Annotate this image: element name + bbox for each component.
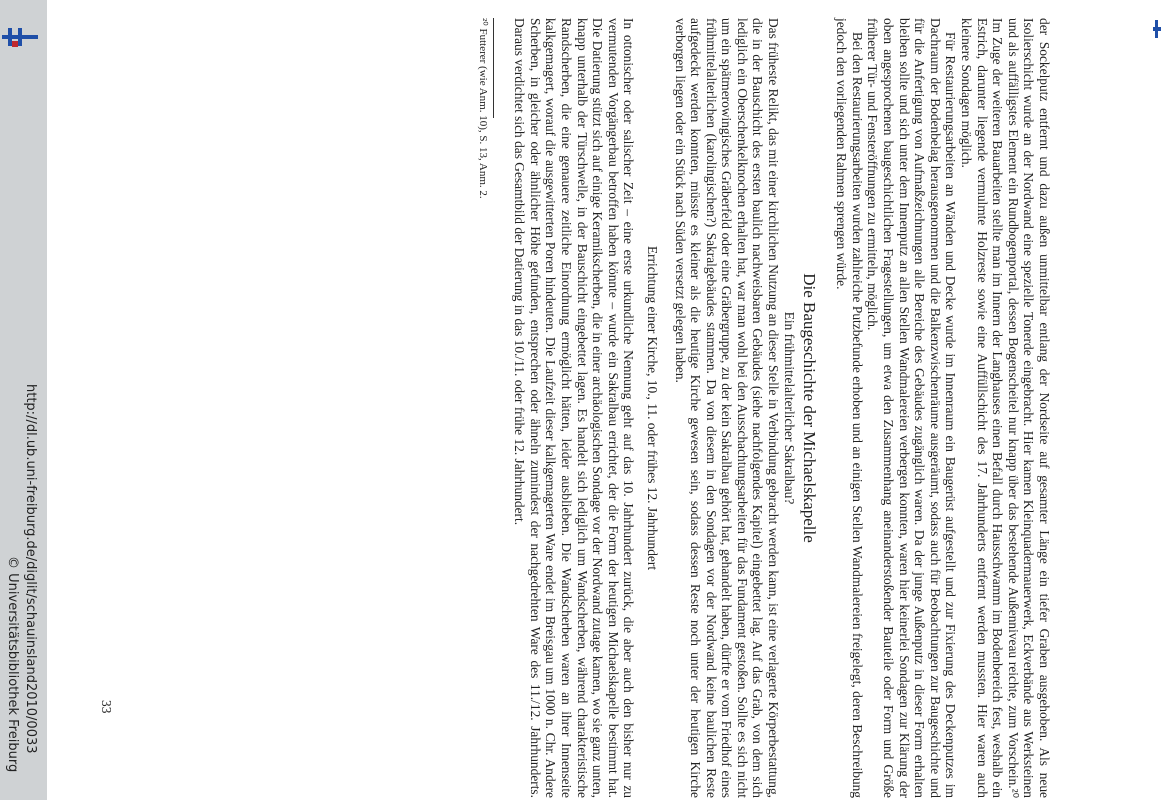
subsection-heading-2: Errichtung einer Kirche, 10., 11. oder frühes 12. Jahrhundert: [644, 245, 660, 571]
paragraph-4: Das früheste Relikt, das mit einer kirchlichen Nutzung an dieser Stelle in Verbindung gebracht werden kann, ist eine verlagerte Körperbestattung, die in der Bauschicht des ersten baulich nachweisbaren Gebäudes (siehe nachfolgendes Kapitel) eingebettet lag. Auf das Grab, von dem sich lediglich ein Oberschenkelknochen erhalten hat, war man wohl bei den Ausschachtungsarbeiten für das Fundament gestoßen. Sollte es sich nicht um ein spätmerowingisches Gräberfeld oder eine Gräbergruppe, zu der kein Sakralbau gehört hat, gehandelt haben, dürfte er vom Friedhof eines frühmittelalterlichen (karolingischen?) Sakralgebäudes stammen. Da von diesem in den Sondagen vor der Nordwand keine baulichen Reste aufgedeckt werden konnten, müsste es kleiner als die heutige Kirche gewesen sein, sodass dessen Reste noch unter der heutigen Kirche verborgen liegen oder ein Stück nach Süden versetzt gelegen haben.: [672, 18, 782, 798]
source-url[interactable]: http://dl.ub.uni-freiburg.de/diglit/schauinsland2010/0033: [23, 384, 38, 754]
footnote-divider: [493, 18, 494, 118]
page-number: 33: [99, 700, 114, 714]
subsection-heading-1: Ein frühmittelalterlicher Sakralbau?: [781, 311, 797, 505]
right-edge-mark-icon: [1151, 20, 1161, 38]
paragraph-3: Bei den Restaurierungsarbeiten wurden zahlreiche Putzbefunde erhoben und an einigen Stellen Wandmalereien freigelegt, deren Beschreibung jedoch den vorliegenden Rahmen sprengen würde.: [834, 18, 865, 798]
paragraph-5: In ottonischer oder salischer Zeit – eine erste urkundliche Nennung geht auf das 10. Jahrhundert zurück, die aber auch den bisher nur zu vermutenden Vorgängerbau betroffen haben könnte – wurde ein Sakralbau errichtet, der die Form der heutigen Michaelskapelle bestimmt hat. Die Datierung stützt sich auf einige Keramikscherben, die in einer archäologischen Sondage vor der Nordwand zutage kamen, wo sie ganz unten, knapp unterhalb der Türschwelle, in der Bauschicht eingebettet lagen. Es handelt sich lediglich um Wandscherben, während charakteristische Randscherben, die eine genauere zeitliche Einordnung ermöglicht hätten, leider ausblieben. Die Wandscherben waren an ihrer Innenseite kalkgemagert, worauf die ausgewitterten Poren hindeuten. Die Laufzeit dieser kalkgemagerten Ware endet im Breisgau um 1000 n. Chr. Andere Scherben, in gleicher oder ähnlicher Höhe gefunden, entsprechen oder ähneln zumindest der nachgedrehten Ware des 11./12. Jahrhunderts. Daraus verdichtet sich das Gesamtbild der Datierung in das 10./11. oder frühe 12. Jahrhundert.: [512, 18, 637, 798]
library-logo-icon: [0, 26, 40, 48]
section-heading: Die Baugeschichte der Michaelskapelle: [799, 273, 819, 543]
paragraph-1: der Sockelputz entfernt und dazu außen unmittelbar entlang der Nordseite auf gesamter Länge ein tiefer Graben ausgehoben. Als neue Isolierschicht wurde an der Nordwand eine spezielle Tonerde eingebracht. Hier kamen Kleinquadermauerwerk, Eckverbände aus Werksteinen und als auffälligstes Element ein Rundbogenportal, dessen Bogenscheitel nur knapp über das bestehende Außenniveau reichte, zum Vorschein.²⁰ Im Zuge der weiteren Bauarbeiten stellte man im Innern der Langhauses einen Befall durch Hausschwamm im Bodenbereich fest, weshalb ein Estrich, darunter liegende vermulmte Holzreste sowie eine Auffüllschicht des 17. Jahrhunderts entfernt werden mussten. Hier waren auch kleinere Sondagen möglich.: [959, 18, 1052, 798]
document-page: [99, 18, 1052, 798]
footnote: ²⁰ Futterer (wie Anm. 10), S. 13, Anm. 2.: [476, 18, 489, 199]
paragraph-2: Für Restaurierungsarbeiten an Wänden und Decke wurde im Innenraum ein Baugerüst aufgestellt und zur Fixierung des Deckenputzes im Dachraum der Bodenbelag herausgenommen und die Balkenzwischenräume ausgeräumt, sodass auch für Beobachtungen zur Baugeschichte und für die Anfertigung von Aufmaßzeichnungen alle Bereiche des Gebäudes zugänglich waren. Da der junge Außenputz in dieser Form erhalten bleiben sollte und sich unter dem Innenputz an allen Stellen Wandmalereien verbergen konnten, waren hier keinerlei Sondagen zur Klärung der oben angesprochenen baugeschichtlichen Fragestellungen, um etwa den Zusammenhang aneinanderstoßender Bauteile oder Form und Größe früherer Tür- und Fensteröffnungen zu ermitteln, möglich.: [865, 18, 959, 798]
copyright-notice: © Universitätsbibliothek Freiburg: [5, 556, 20, 773]
